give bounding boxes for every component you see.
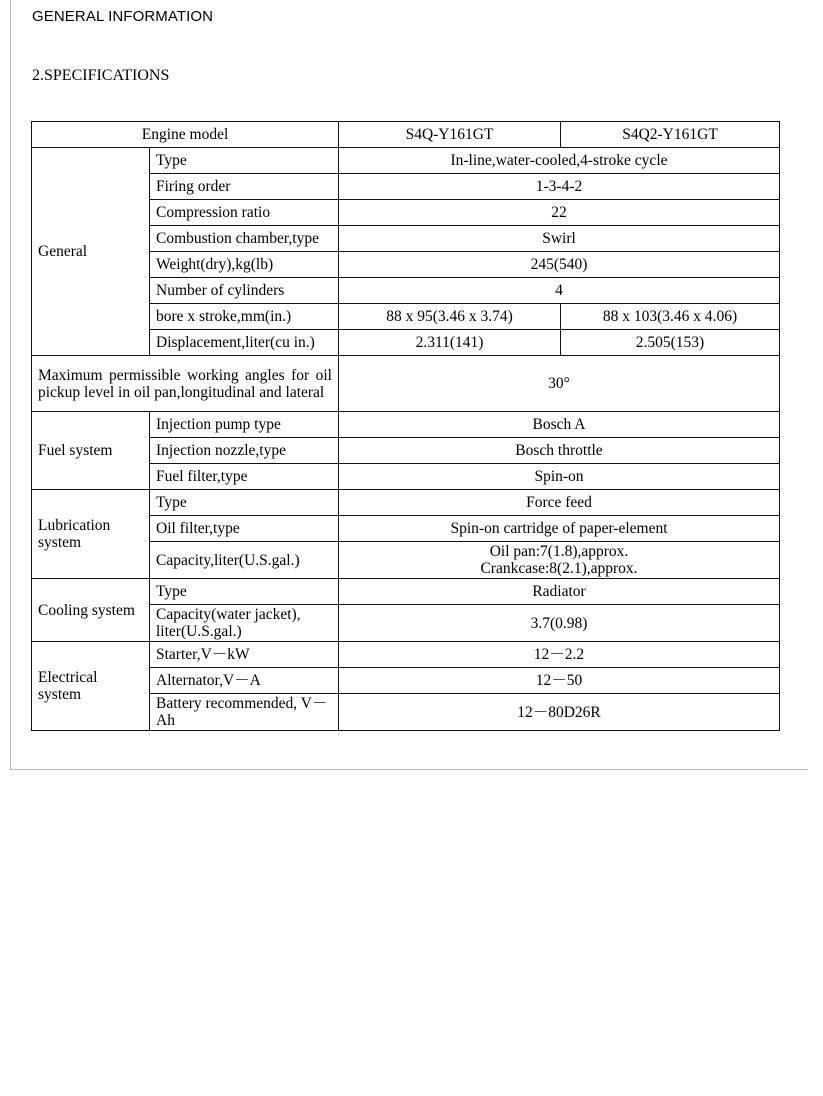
working-angles-label: Maximum permissible working angles for oil pickup level in oil pan,longitudinal and lateral: [32, 356, 339, 412]
page-title: 2.SPECIFICATIONS: [32, 67, 170, 84]
spec-value: 88 x 103(3.46 x 4.06): [561, 304, 780, 330]
spec-value: 245(540): [339, 252, 780, 278]
spec-label: Capacity,liter(U.S.gal.): [150, 542, 339, 579]
spec-value: 12－50: [339, 668, 780, 694]
spec-label: Combustion chamber,type: [150, 226, 339, 252]
model-header: S4Q-Y161GT: [339, 122, 561, 148]
specifications-table: [31, 121, 780, 731]
spec-label: Injection nozzle,type: [150, 438, 339, 464]
spec-label: Fuel filter,type: [150, 464, 339, 490]
spec-label: Type: [150, 579, 339, 605]
spec-value: 4: [339, 278, 780, 304]
table-row: [32, 356, 780, 412]
spec-value: 2.505(153): [561, 330, 780, 356]
spec-label: Oil filter,type: [150, 516, 339, 542]
spec-value: [339, 542, 780, 579]
spec-label: bore x stroke,mm(in.): [150, 304, 339, 330]
spec-label: Compression ratio: [150, 200, 339, 226]
table-row: [32, 490, 780, 516]
engine-model-label: Engine model: [32, 122, 339, 148]
table-row: [32, 642, 780, 668]
spec-label: Battery recommended, V－Ah: [150, 694, 339, 731]
table-row: [32, 579, 780, 605]
spec-label: Type: [150, 148, 339, 174]
spec-label: Weight(dry),kg(lb): [150, 252, 339, 278]
spec-value: Force feed: [339, 490, 780, 516]
spec-value: 88 x 95(3.46 x 3.74): [339, 304, 561, 330]
spec-label: Firing order: [150, 174, 339, 200]
table-header-row: [32, 122, 780, 148]
model-header: S4Q2-Y161GT: [561, 122, 780, 148]
spec-label: Number of cylinders: [150, 278, 339, 304]
spec-value: Spin-on: [339, 464, 780, 490]
section-header: GENERAL INFORMATION: [32, 8, 214, 25]
oil-pan-capacity: Oil pan:7(1.8),approx.: [489, 543, 629, 560]
spec-label: Alternator,V－A: [150, 668, 339, 694]
table-row: [32, 148, 780, 174]
spec-value: 1-3-4-2: [339, 174, 780, 200]
category-lubrication-system: Lubrication system: [32, 490, 150, 579]
spec-label: Type: [150, 490, 339, 516]
spec-value: 30°: [339, 356, 780, 412]
spec-value: Bosch A: [339, 412, 780, 438]
spec-value: In-line,water-cooled,4-stroke cycle: [339, 148, 780, 174]
spec-value: 12－80D26R: [339, 694, 780, 731]
spec-label: Capacity(water jacket), liter(U.S.gal.): [150, 605, 339, 642]
spec-value: 22: [339, 200, 780, 226]
spec-value: Radiator: [339, 579, 780, 605]
spec-value: Bosch throttle: [339, 438, 780, 464]
crankcase-capacity: Crankcase:8(2.1),approx.: [480, 560, 638, 577]
table-row: [32, 412, 780, 438]
spec-label: Displacement,liter(cu in.): [150, 330, 339, 356]
category-fuel-system: Fuel system: [32, 412, 150, 490]
spec-label: Starter,V－kW: [150, 642, 339, 668]
category-general: General: [32, 148, 150, 356]
spec-value: 2.311(141): [339, 330, 561, 356]
spec-value: Swirl: [339, 226, 780, 252]
spec-value: Spin-on cartridge of paper-element: [339, 516, 780, 542]
spec-value: 3.7(0.98): [339, 605, 780, 642]
category-electrical-system: Electrical system: [32, 642, 150, 731]
category-cooling-system: Cooling system: [32, 579, 150, 642]
spec-value: 12－2.2: [339, 642, 780, 668]
spec-label: Injection pump type: [150, 412, 339, 438]
